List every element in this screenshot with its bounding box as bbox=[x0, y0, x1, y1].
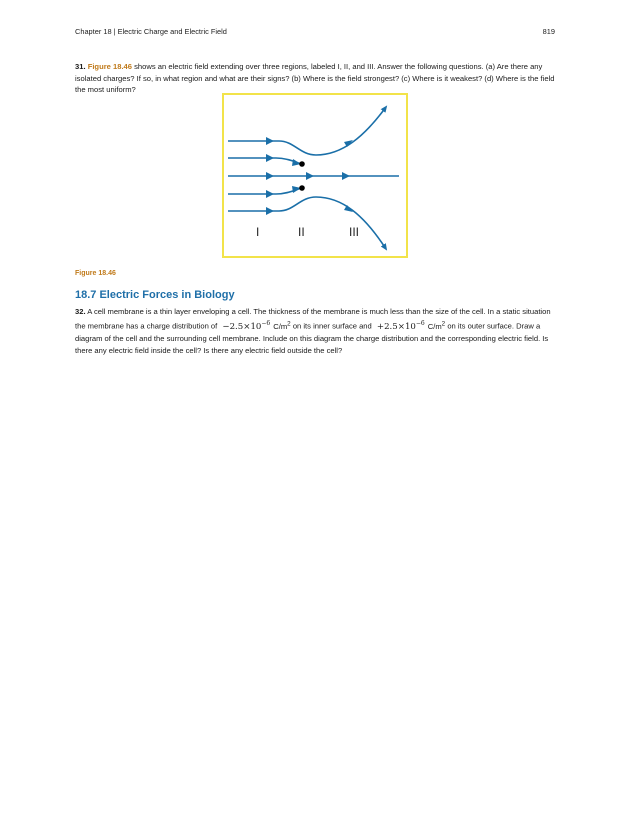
page-number: 819 bbox=[542, 27, 555, 36]
field-line-lower bbox=[228, 188, 301, 194]
figure-link[interactable]: Figure 18.46 bbox=[87, 62, 133, 71]
charge-density-inner: $-2.5\times 10^{-6}$ bbox=[222, 319, 271, 332]
field-line-upper bbox=[228, 158, 301, 164]
region-label-i: I bbox=[256, 225, 260, 239]
negative-charge-lower bbox=[299, 185, 305, 191]
problem-text-b: on its inner surface and bbox=[290, 321, 374, 331]
unit-inner: $C/m^2$ bbox=[273, 320, 291, 331]
problem-text-a: A cell membrane is a thin layer enveloping a cell. The thickness of the membrane is much less than the size of the cell. In a static situation the membrane has a charge distribution of bbox=[75, 307, 551, 331]
figure-caption: Figure 18.46 bbox=[75, 270, 116, 277]
unit-outer: $C/m^2$ bbox=[427, 320, 446, 331]
problem-32 bbox=[75, 306, 555, 357]
problem-text-c: on its outer surface. Draw a diagram of the cell and the surrounding cell membrane. Include on this diagram the charge distribution and the corresponding electric field. Is there any electric field inside the cell? Is there any electric field outside the cell? bbox=[75, 321, 549, 356]
negative-charge-upper bbox=[299, 161, 305, 167]
section-title: 18.7 Electric Forces in Biology bbox=[75, 289, 235, 301]
page-header bbox=[75, 27, 555, 37]
field-lines-diagram bbox=[224, 95, 406, 256]
charge-density-outer: $+2.5\times 10^{-6}$ bbox=[376, 319, 425, 332]
field-line-top bbox=[228, 107, 386, 155]
electric-field-figure bbox=[222, 93, 408, 258]
chapter-title: Chapter 18 | Electric Charge and Electric Field bbox=[75, 27, 227, 36]
problem-text: shows an electric field extending over three regions, labeled I, II, and III. Answer the following questions. (a) Are there any isolated charges? If so, in what region and what are their signs? (b) Where is the field strongest? (c) Where is it weakest? (d) Where is the field the most uniform? bbox=[75, 62, 555, 95]
field-line-bottom bbox=[228, 197, 386, 249]
problem-number: 32. bbox=[75, 307, 86, 316]
region-label-ii: II bbox=[298, 225, 305, 239]
problem-number: 31. bbox=[75, 62, 86, 71]
region-label-iii: III bbox=[349, 225, 360, 239]
problem-31 bbox=[75, 61, 555, 96]
